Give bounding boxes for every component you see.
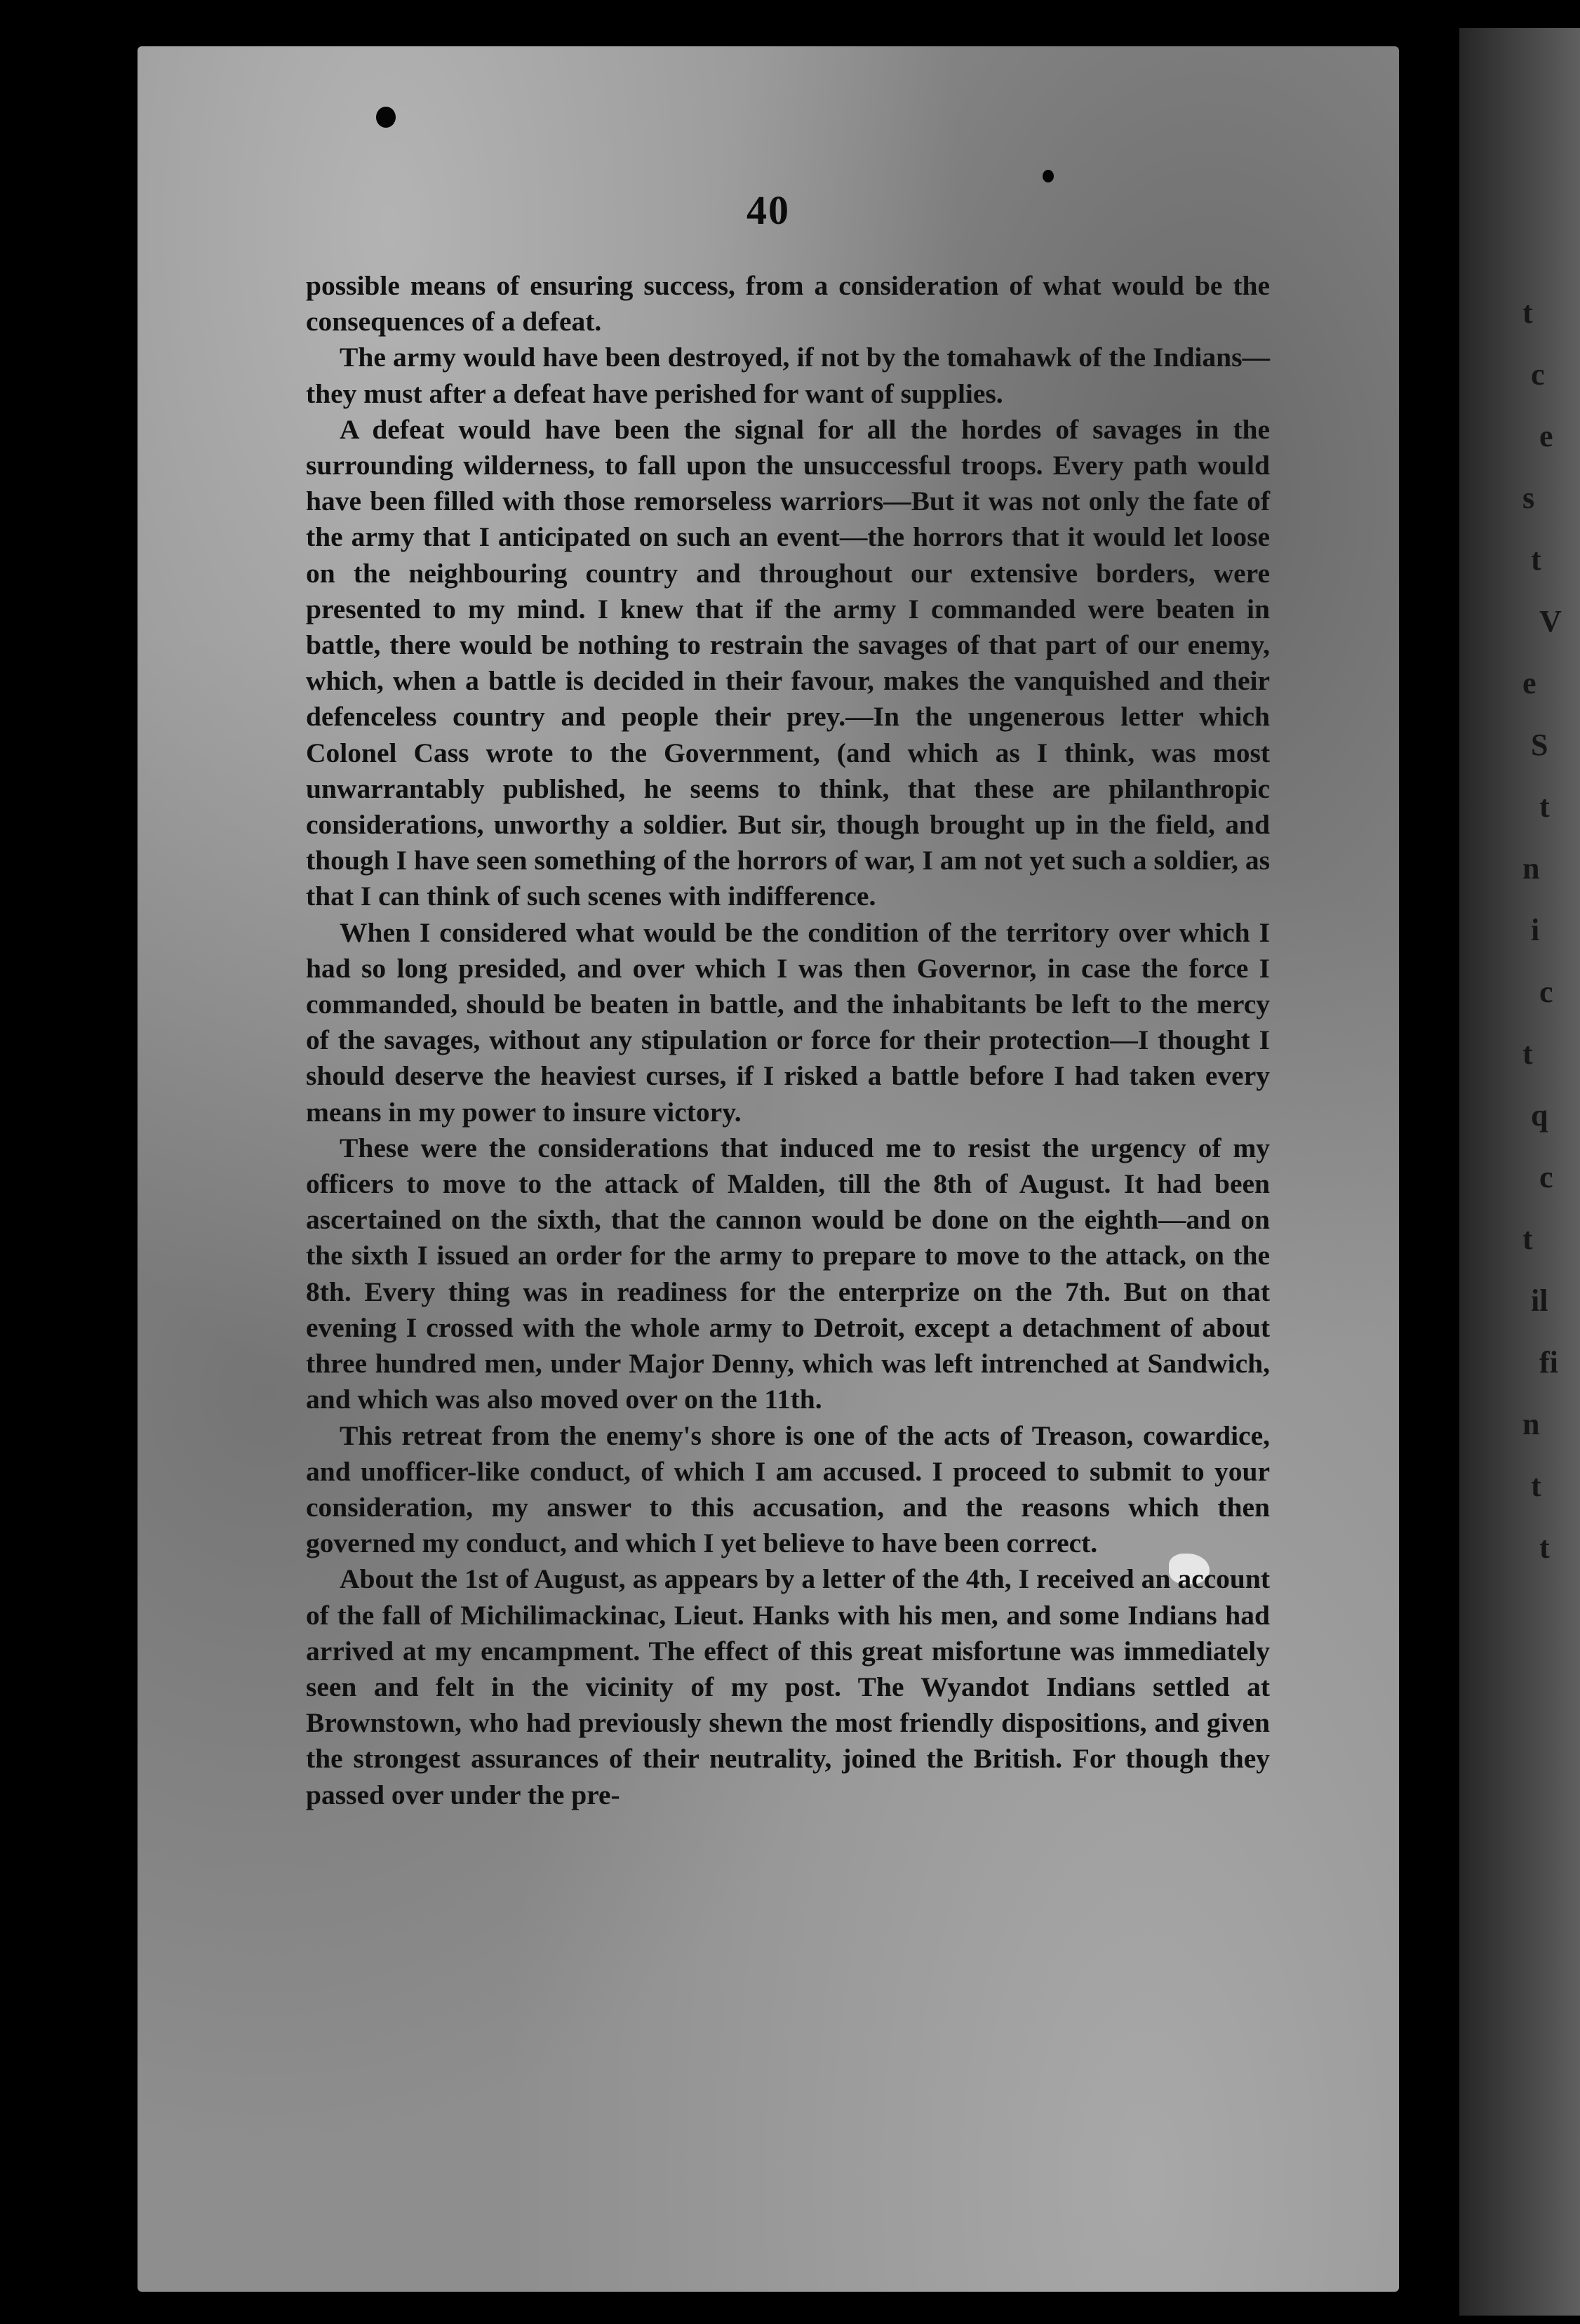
facing-page-letter: t (1531, 542, 1541, 577)
paragraph: About the 1st of August, as appears by a letter of the 4th, I received an account of the fall of Michilimackinac, Lieut. Hanks with his men, and some Indians had arrived at my encampment. The effect of this great misfortune was immediately seen and felt in the vicinity of my post. The Wyandot Indians settled at Brownstown, who had previously shewn the most friendly dispositions, and given the strongest assurances of their neutrality, joined the British. For though they passed over under the pre- (306, 1563, 1270, 1810)
paragraph: possible means of ensuring success, from a consideration of what would be the consequences of a defeat. (306, 270, 1270, 338)
page-text (306, 268, 1270, 1813)
facing-page-letter: V (1539, 604, 1562, 639)
paragraph: These were the considerations that induced me to resist the urgency of my officers to move to the attack of Malden, till the 8th of August. It had been ascertained on the sixth, that the cannon would be done on the eighth—and on the sixth I issued an order for the army to prepare to move to the attack, on the 8th. Every thing was in readiness for the enterprize on the 7th. But on that evening I crossed with the whole army to Detroit, except a detachment of about three hundred men, under Major Denny, which was left intrenched at Sandwich, and which was also moved over on the 11th. (306, 1132, 1270, 1415)
facing-page-letter: c (1531, 357, 1545, 392)
facing-page-letter: t (1522, 295, 1533, 330)
facing-page-letter: S (1531, 728, 1548, 762)
facing-page-letter: e (1539, 419, 1553, 453)
facing-page-letter: t (1522, 1036, 1533, 1071)
facing-page-letter: t (1539, 1530, 1550, 1565)
paragraph: When I considered what would be the condition of the territory over which I had so long presided, and over which I was then Governor, in case the force I commanded, should be beaten in battle, and the inhabitants be left to the mercy of the savages, without any stipulation or force for their protection—I thought I should deserve the heaviest curses, if I risked a battle before I had taken every means in my power to insure victory. (306, 916, 1270, 1128)
ink-blot (1043, 170, 1054, 182)
facing-page-letter: t (1522, 1222, 1533, 1256)
facing-page-letter: s (1522, 481, 1535, 515)
facing-page-letter: n (1522, 851, 1540, 886)
facing-page-letter: t (1539, 789, 1550, 824)
facing-page-letter: e (1522, 666, 1537, 700)
paragraph: This retreat from the enemy's shore is one of the acts of Treason, cowardice, and unofficer-like conduct, of which I am accused. I proceed to submit to your consideration, my answer to this accusation, and the reasons which then governed my conduct, and which I yet believe to have been correct. (306, 1420, 1270, 1559)
page-number: 40 (747, 187, 790, 233)
facing-page-letter: n (1522, 1407, 1540, 1441)
paragraph: A defeat would have been the signal for all the hordes of savages in the surrounding wilderness, to fall upon the unsuccessful troops. Every path would have been filled with those remorseless warriors—But it was not only the fate of the army that I anticipated on such an event—the horrors that it would let loose on the neighbouring country and throughout our extensive borders, were presented to my mind. I knew that if the army I commanded were beaten in battle, there would be nothing to restrain the savages of that part of our enemy, which, when a battle is decided in their favour, makes the vanquished and their defenceless country and people their prey.—In the ungenerous letter which Colonel Cass wrote to the Government, (and which as I think, was most unwarrantably published, he seems to think, that these are philanthropic considerations, unworthy a soldier. But sir, though brought up in the field, and though I have seen something of the horrors of war, I am not yet such a soldier, as that I can think of such scenes with indifference. (306, 413, 1270, 912)
ink-blot (376, 107, 396, 128)
paragraph: The army would have been destroyed, if not by the tomahawk of the Indians—they must after a defeat have perished for want of supplies. (306, 342, 1270, 409)
facing-page-letter: c (1539, 975, 1553, 1009)
facing-page-letter: il (1531, 1283, 1548, 1318)
facing-page-letter: c (1539, 1160, 1553, 1194)
facing-page-edge (1459, 28, 1580, 2316)
facing-page-letter: i (1531, 913, 1540, 947)
facing-page-letter: q (1531, 1098, 1548, 1133)
facing-page-letter: t (1531, 1469, 1541, 1503)
facing-page-letter: fi (1539, 1345, 1558, 1380)
